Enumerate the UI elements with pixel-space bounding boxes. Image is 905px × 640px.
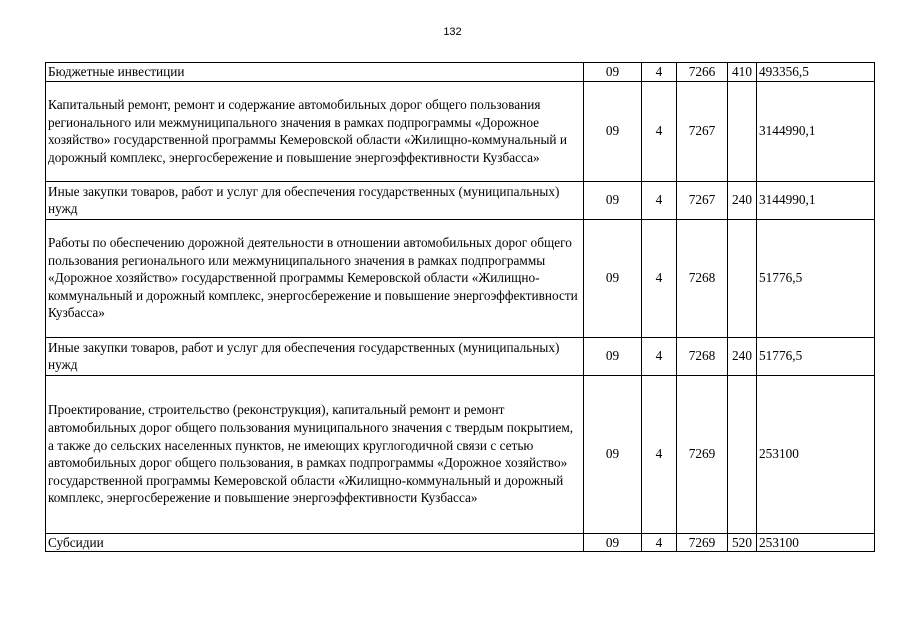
row-section: 09 bbox=[584, 219, 642, 337]
row-subsection: 4 bbox=[642, 533, 677, 552]
row-subsection: 4 bbox=[642, 181, 677, 219]
table-row bbox=[46, 533, 875, 552]
row-subsection: 4 bbox=[642, 81, 677, 181]
row-amount: 253100 bbox=[757, 533, 875, 552]
row-target: 7269 bbox=[677, 533, 728, 552]
row-amount: 493356,5 bbox=[757, 63, 875, 82]
row-expense-type bbox=[728, 81, 757, 181]
row-target: 7269 bbox=[677, 375, 728, 533]
row-description: Субсидии bbox=[46, 533, 584, 552]
row-expense-type: 240 bbox=[728, 181, 757, 219]
table-row bbox=[46, 375, 875, 533]
row-expense-type: 520 bbox=[728, 533, 757, 552]
row-description: Работы по обеспечению дорожной деятельности в отношении автомобильных дорог общего пользования регионального или межмуниципального значения в рамках подпрограммы «Дорожное хозяйство» государственной программы Кемеровской области «Жилищно-коммунальный и дорожный комплекс, энергосбережение и повышение энергоэффективности Кузбасса» bbox=[46, 219, 584, 337]
row-description: Бюджетные инвестиции bbox=[46, 63, 584, 82]
row-section: 09 bbox=[584, 337, 642, 375]
row-description: Проектирование, строительство (реконструкция), капитальный ремонт и ремонт автомобильных дорог общего пользования муниципального значения с твердым покрытием, а также до сельских населенных пунктов, не имеющих круглогодичной связи с сетью автомобильных дорог общего пользования, в рамках подпрограммы «Дорожное хозяйство» государственной программы Кемеровской области «Жилищно-коммунальный и дорожный комплекс, энергосбережение и повышение энергоэффективности Кузбасса» bbox=[46, 375, 584, 533]
row-description: Иные закупки товаров, работ и услуг для обеспечения государственных (муниципальных) нужд bbox=[46, 181, 584, 219]
table-row bbox=[46, 219, 875, 337]
row-subsection: 4 bbox=[642, 219, 677, 337]
row-target: 7266 bbox=[677, 63, 728, 82]
row-subsection: 4 bbox=[642, 337, 677, 375]
page-number: 132 bbox=[443, 26, 462, 38]
row-description: Капитальный ремонт, ремонт и содержание автомобильных дорог общего пользования регионального или межмуниципального значения в рамках подпрограммы «Дорожное хозяйство» государственной программы Кемеровской области «Жилищно-коммунальный и дорожный комплекс, энергосбережение и повышение энергоэффективности Кузбасса» bbox=[46, 81, 584, 181]
row-target: 7267 bbox=[677, 181, 728, 219]
row-amount: 51776,5 bbox=[757, 337, 875, 375]
row-amount: 3144990,1 bbox=[757, 181, 875, 219]
row-section: 09 bbox=[584, 181, 642, 219]
table-row bbox=[46, 81, 875, 181]
table-row bbox=[46, 63, 875, 82]
table-row bbox=[46, 181, 875, 219]
row-subsection: 4 bbox=[642, 375, 677, 533]
row-subsection: 4 bbox=[642, 63, 677, 82]
row-section: 09 bbox=[584, 375, 642, 533]
row-amount: 253100 bbox=[757, 375, 875, 533]
row-amount: 3144990,1 bbox=[757, 81, 875, 181]
row-expense-type: 410 bbox=[728, 63, 757, 82]
row-amount: 51776,5 bbox=[757, 219, 875, 337]
row-description: Иные закупки товаров, работ и услуг для обеспечения государственных (муниципальных) нужд bbox=[46, 337, 584, 375]
row-section: 09 bbox=[584, 533, 642, 552]
row-target: 7267 bbox=[677, 81, 728, 181]
row-expense-type bbox=[728, 375, 757, 533]
row-expense-type bbox=[728, 219, 757, 337]
row-target: 7268 bbox=[677, 337, 728, 375]
row-section: 09 bbox=[584, 81, 642, 181]
budget-table bbox=[45, 62, 875, 552]
row-section: 09 bbox=[584, 63, 642, 82]
table-row bbox=[46, 337, 875, 375]
row-expense-type: 240 bbox=[728, 337, 757, 375]
row-target: 7268 bbox=[677, 219, 728, 337]
